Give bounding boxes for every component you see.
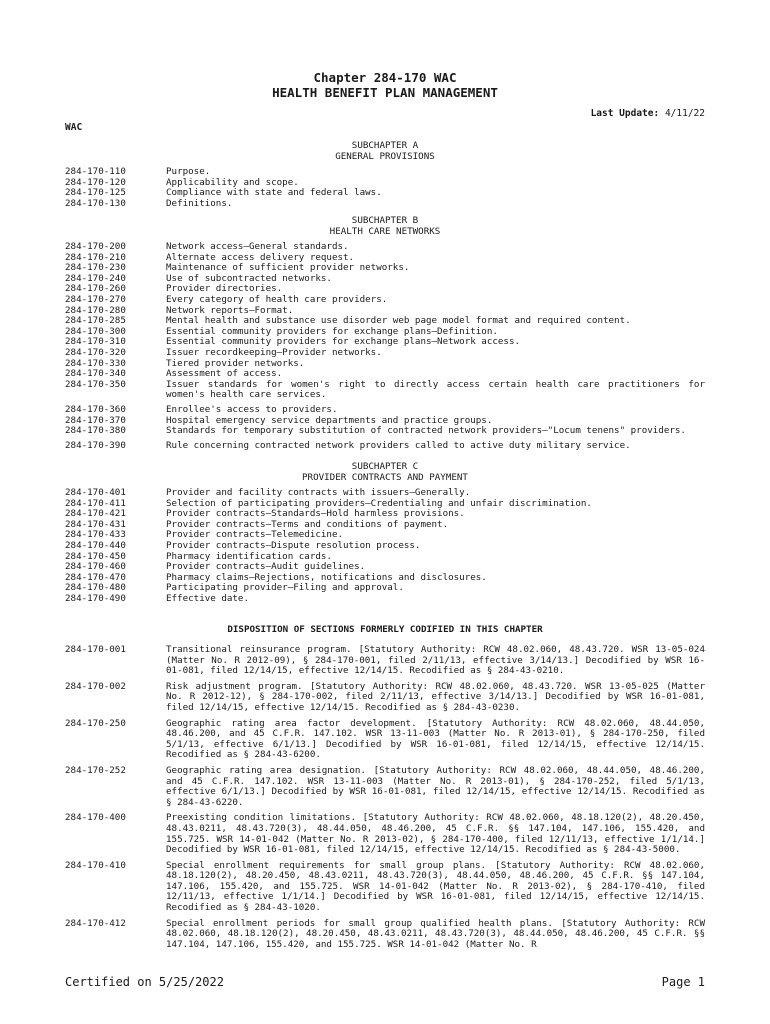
section-number: 284-170-285 (65, 315, 126, 327)
subchapter-b-heading (0, 216, 770, 237)
disposition-title: DISPOSITION OF SECTIONS FORMERLY CODIFIED IN THIS CHAPTER (227, 624, 543, 635)
section-number: 284-170-390 (65, 439, 126, 451)
section-row[interactable] (65, 348, 705, 359)
last-update (591, 108, 705, 119)
section-caption: Provider contracts—Dispute resolution process. (166, 539, 421, 551)
section-number: 284-170-490 (65, 592, 126, 604)
disposition-entry[interactable] (65, 813, 705, 855)
disposition-text: Transitional reinsurance program. [Statutory Authority: RCW 48.02.060, 48.43.720. WSR 13-05-024 (Matter No. R 2012-09), § 284-170-001, filed 2/11/13, effective 3/14/13.] Decodified by WSR 16-01-081, filed 12/14/15, effective 12/14/15. Recodified as § 284-43-0210. (166, 644, 705, 677)
section-row[interactable] (65, 441, 705, 452)
section-number: 284-170-310 (65, 336, 126, 348)
section-caption: Pharmacy claims—Rejections, notifications and disclosures. (166, 571, 487, 583)
last-update-label: Last Update: (590, 108, 660, 119)
section-caption: Mental health and substance use disorder web page model format and required content. (166, 315, 631, 327)
subchapter-title: HEALTH CARE NETWORKS (329, 225, 441, 237)
section-number: 284-170-230 (65, 262, 126, 274)
section-caption: Network reports—Format. (166, 304, 294, 316)
wac-label: WAC (65, 122, 83, 133)
section-row[interactable] (65, 263, 705, 274)
section-caption: Applicability and scope. (166, 176, 299, 188)
disposition-entry[interactable] (65, 645, 705, 677)
section-row[interactable] (65, 337, 705, 348)
disposition-text: Special enrollment requirements for small group plans. [Statutory Authority: RCW 48.02.060, 48.18.120(2), 48.20.450, 48.43.0211, 48.43.720(3), 48.44.050, 48.46.200, 45 C.F.R. §§ 147.104, 147.106, 155.420, and 155.725. WSR 14-01-042 (Matter No. R 2013-02), § 284-170-410, filed 12/11/13, effective 1/1/14.] Decodified by WSR 16-01-081, filed 12/14/15, effective 12/14/15. Recodified as § 284-43-1020. (166, 859, 705, 914)
section-number: 284-170-480 (65, 582, 126, 594)
subchapter-title: GENERAL PROVISIONS (335, 150, 435, 162)
section-number: 284-170-380 (65, 425, 126, 437)
section-caption: Issuer recordkeeping—Provider networks. (166, 346, 382, 358)
section-caption: Alternate access delivery request. (166, 251, 355, 263)
section-number: 284-170-110 (65, 166, 126, 177)
section-caption: Provider contracts—Terms and conditions of payment. (166, 518, 449, 530)
subchapter-a-heading (0, 141, 770, 162)
section-caption: Provider directories. (166, 283, 283, 295)
section-number: 284-170-270 (65, 293, 126, 305)
section-number: 284-170-401 (65, 487, 126, 498)
section-number: 284-170-240 (65, 272, 126, 284)
section-number: 284-170-433 (65, 529, 126, 541)
disposition-text: Preexisting condition limitations. [Statutory Authority: RCW 48.02.060, 48.18.120(2), 48.20.450, 48.43.0211, 48.43.720(3), 48.44.050, 48.46.200, 45 C.F.R. §§ 147.104, 147.106, 155.420, and 155.725. WSR 14-01-042 (Matter No. R 2013-02), § 284-170-400, filed 12/11/13, effective 1/1/14.] Decodified by WSR 16-01-081, filed 12/14/15, effective 12/14/15. Recodified as § 284-43-5000. (166, 812, 705, 856)
disposition-entry[interactable] (65, 919, 705, 951)
section-number: 284-170-210 (65, 251, 126, 263)
section-number: 284-170-260 (65, 283, 126, 295)
section-row[interactable] (65, 426, 705, 437)
section-row[interactable] (65, 405, 705, 416)
section-caption: Provider contracts—Telemedicine. (166, 529, 344, 541)
section-number: 284-170-370 (65, 414, 126, 426)
section-caption: Purpose. (166, 166, 211, 177)
section-number: 284-170-350 (65, 378, 126, 390)
section-number: 284-170-450 (65, 550, 126, 562)
section-number: 284-170-002 (65, 680, 126, 692)
section-number: 284-170-440 (65, 539, 126, 551)
section-number: 284-170-431 (65, 518, 126, 530)
section-caption: Essential community providers for exchange plans—Network access. (166, 336, 521, 348)
section-number: 284-170-412 (65, 917, 126, 929)
section-caption: Pharmacy identification cards. (166, 550, 332, 562)
disposition-text: Special enrollment periods for small group qualified health plans. [Statutory Authority: RCW 48.02.060, 48.18.120(2), 48.20.450, 48.43.0211, 48.43.720(3), 48.44.050, 48.46.200, 45 C.F.R. §§ 147.104, 147.106, 155.420, and 155.725. WSR 14-01-042 (Matter No. R (166, 917, 705, 950)
section-number: 284-170-320 (65, 346, 126, 358)
disposition-text: Risk adjustment program. [Statutory Authority: RCW 48.02.060, 48.43.720. WSR 13-05-025 (Matter No. R 2012-12), § 284-170-002, filed 2/11/13, effective 3/14/13.] Decodified by WSR 16-01-081, filed 12/14/15, effective 12/14/15. Recodified as § 284-43-0230. (166, 680, 705, 713)
section-number: 284-170-470 (65, 571, 126, 583)
section-caption: Every category of health care providers. (166, 293, 388, 305)
disposition-list (65, 645, 705, 955)
certified-date: Certified on 5/25/2022 (65, 975, 224, 989)
section-caption: Provider contracts—Audit guidelines. (166, 561, 366, 573)
section-caption: Essential community providers for exchange plans—Definition. (166, 325, 498, 337)
section-number: 284-170-200 (65, 241, 126, 252)
section-caption: Use of subcontracted networks. (166, 272, 332, 284)
section-caption: Standards for temporary substitution of contracted network providers—"Locum tenens" providers. (166, 425, 686, 437)
disposition-entry[interactable] (65, 766, 705, 808)
section-row[interactable] (65, 295, 705, 306)
chapter-title: Chapter 284-170 WAC (313, 70, 457, 85)
section-caption: Provider and facility contracts with issuers—Generally. (166, 487, 471, 498)
section-caption: Rule concerning contracted network providers called to active duty military service. (166, 439, 631, 451)
section-number: 284-170-120 (65, 176, 126, 188)
subchapter-c-sections (65, 488, 705, 605)
section-number: 284-170-460 (65, 561, 126, 573)
subchapter-b-sections (65, 242, 705, 451)
section-row[interactable] (65, 583, 705, 594)
section-row[interactable] (65, 178, 705, 189)
chapter-subtitle: HEALTH BENEFIT PLAN MANAGEMENT (272, 85, 498, 100)
section-number: 284-170-330 (65, 357, 126, 369)
section-caption: Assessment of access. (166, 368, 283, 380)
section-row[interactable] (65, 594, 705, 605)
section-row[interactable] (65, 199, 705, 210)
section-caption: Maintenance of sufficient provider networks. (166, 262, 410, 274)
disposition-entry[interactable] (65, 719, 705, 761)
section-number: 284-170-250 (65, 717, 126, 729)
section-row[interactable] (65, 167, 705, 178)
section-number: 284-170-400 (65, 812, 126, 824)
section-caption: Definitions. (166, 197, 233, 209)
subchapter-c-heading (0, 462, 770, 483)
section-number: 284-170-340 (65, 368, 126, 380)
section-number: 284-170-280 (65, 304, 126, 316)
last-update-value: 4/11/22 (664, 108, 705, 119)
section-number: 284-170-410 (65, 859, 126, 871)
section-caption: Compliance with state and federal laws. (166, 187, 382, 199)
section-row[interactable] (65, 188, 705, 199)
section-row[interactable] (65, 552, 705, 563)
section-number: 284-170-001 (65, 644, 126, 655)
section-caption: Network access—General standards. (166, 241, 349, 252)
section-caption: Provider contracts—Standards—Hold harmless provisions. (166, 508, 465, 520)
section-number: 284-170-421 (65, 508, 126, 520)
section-caption: Hospital emergency service departments and practice groups. (166, 414, 493, 426)
section-caption: Issuer standards for women's right to directly access certain health care practitioners for women's health care services. (166, 378, 705, 401)
section-row[interactable] (65, 520, 705, 531)
section-row[interactable] (65, 274, 705, 285)
section-row[interactable] (65, 380, 705, 401)
section-row[interactable] (65, 359, 705, 370)
section-row[interactable] (65, 242, 705, 253)
section-caption: Participating provider—Filing and approval. (166, 582, 404, 594)
subchapter-title: PROVIDER CONTRACTS AND PAYMENT (302, 471, 468, 483)
section-number: 284-170-300 (65, 325, 126, 337)
page-number: Page 1 (661, 975, 705, 989)
section-number: 284-170-411 (65, 497, 126, 509)
subchapter-heading: SUBCHAPTER C (351, 461, 419, 472)
section-number: 284-170-125 (65, 187, 126, 199)
subchapter-a-sections (65, 167, 705, 209)
subchapter-heading: SUBCHAPTER A (351, 140, 419, 151)
section-caption: Effective date. (166, 592, 249, 604)
section-number: 284-170-360 (65, 403, 126, 415)
section-row[interactable] (65, 488, 705, 499)
section-caption: Selection of participating providers—Credentialing and unfair discrimination. (166, 497, 592, 509)
subchapter-heading: SUBCHAPTER B (351, 215, 419, 226)
section-number: 284-170-252 (65, 764, 126, 776)
disposition-entry[interactable] (65, 682, 705, 714)
section-row[interactable] (65, 541, 705, 552)
section-caption: Tiered provider networks. (166, 357, 305, 369)
section-number: 284-170-130 (65, 197, 126, 209)
section-caption: Enrollee's access to providers. (166, 403, 338, 415)
disposition-text: Geographic rating area designation. [Statutory Authority: RCW 48.02.060, 48.44.050, 48.46.200, and 45 C.F.R. 147.102. WSR 13-11-003 (Matter No. R 2013-01), § 284-170-252, filed 5/1/13, effective 6/1/13.] Decodified by WSR 16-01-081, filed 12/14/15, effective 12/14/15. Recodified as § 284-43-6220. (166, 764, 705, 808)
disposition-text: Geographic rating area factor development. [Statutory Authority: RCW 48.02.060, 48.44.050, 48.46.200, and 45 C.F.R. 147.102. WSR 13-11-003 (Matter No. R 2013-01), § 284-170-250, filed 5/1/13, effective 6/1/13.] Decodified by WSR 16-01-081, filed 12/14/15, effective 12/14/15. Recodified as § 284-43-6200. (166, 717, 705, 761)
disposition-entry[interactable] (65, 861, 705, 914)
